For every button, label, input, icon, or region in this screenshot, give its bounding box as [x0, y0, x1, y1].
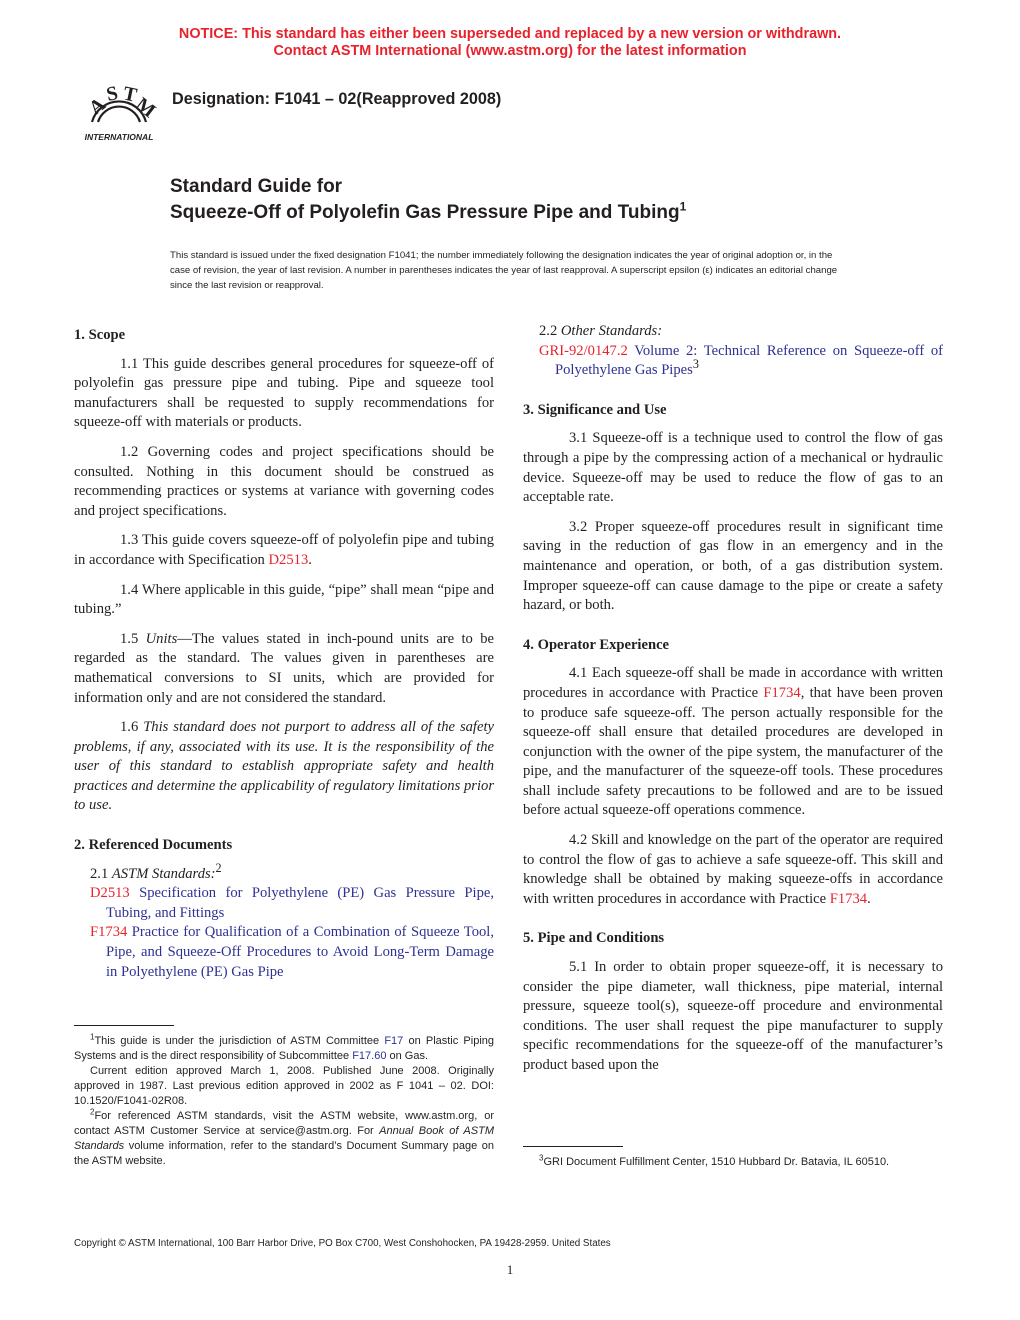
link-f1734-b[interactable]: F1734 — [829, 890, 868, 907]
link-f17[interactable]: F17 — [384, 1035, 404, 1047]
paragraph-1-3 — [74, 531, 494, 570]
paragraph-1-5-label: Units — [145, 630, 178, 647]
logo-subtext: INTERNATIONAL — [84, 132, 154, 142]
paragraph-1-6-text: This standard does not purport to address all of the safety problems, if any, associated with its use. It is the responsibility of the user of this standard to establish appropriate safety and health practices and determine the applicability of regulatory limitations prior to use. — [74, 719, 494, 814]
footnote-1-mark: 1 — [90, 1032, 95, 1042]
section-heading-pipe: 5. Pipe and Conditions — [523, 930, 665, 947]
other-standards-label — [523, 322, 943, 342]
paragraph-1-5-num: 1.5 — [120, 630, 146, 647]
paragraph-4-1-rest: , that have been proven to produce safe squeeze-off. The person actually responsible for the squeeze-off shall ensure that detailed procedures are developed in conjunction with the owner of the pipe system, the manufacturer of the pipe, and the manufacturer of the squeeze-off tools. These procedures shall include safety precautions to be followed and are to be issued before actual squeeze-off operations commence. — [523, 684, 943, 819]
paragraph-5-1: 5.1 In order to obtain proper squeeze-off, it is necessary to consider the pipe diameter, wall thickness, pipe material, internal pressure, squeeze tool(s), squeeze-off procedure and environmental conditions. The user shall request the pipe manufacturer to supply specific recommendations for the squeeze-off of the manufacturer’s product based upon the — [523, 959, 943, 1073]
title-line-2-text: Squeeze-Off of Polyolefin Gas Pressure Pipe and Tubing — [170, 202, 680, 223]
title-line-2 — [170, 200, 686, 226]
paragraph-4-2-end: . — [867, 890, 871, 907]
footnote-3-mark: 3 — [539, 1153, 544, 1163]
reference-gri — [523, 342, 943, 381]
link-f1734-a[interactable]: F1734 — [763, 684, 801, 701]
section-heading-operator: 4. Operator Experience — [523, 636, 670, 653]
reference-gri-title[interactable]: Volume 2: Technical Reference on Squeeze-off of Polyethylene Gas Pipes — [555, 342, 943, 379]
reference-d2513-code[interactable]: D2513 — [90, 885, 130, 902]
paragraph-1-4: 1.4 Where applicable in this guide, “pipe” shall mean “pipe and tubing.” — [74, 581, 494, 618]
paragraph-4-1 — [523, 664, 943, 821]
page-number: 1 — [506, 1262, 514, 1277]
paragraph-1-3-text: 1.3 This guide covers squeeze-off of polyolefin pipe and tubing in accordance with Specification — [74, 532, 494, 568]
astm-logo — [74, 74, 164, 144]
paragraph-3-1: 3.1 Squeeze-off is a technique used to control the flow of gas through a pipe by the compressing action of a mechanical or hydraulic device. Squeeze-off may be used to reduce the flow of gas to an acceptable rate. — [523, 430, 943, 506]
section-heading-significance: 3. Significance and Use — [523, 401, 667, 418]
footnotes-left — [74, 1034, 494, 1169]
astm-standards-text: ASTM Standards: — [111, 865, 216, 882]
right-column — [523, 322, 943, 1076]
designation: Designation: F1041 – 02(Reapproved 2008) — [172, 90, 502, 108]
astm-standards-num: 2.1 — [90, 865, 112, 882]
footnote-1-text-a: This guide is under the jurisdiction of ASTM Committee — [94, 1035, 385, 1047]
reference-d2513-title[interactable]: Specification for Polyethylene (PE) Gas Pressure Pipe, Tubing, and Fittings — [106, 885, 494, 921]
paragraph-1-1: 1.1 This guide describes general procedures for squeeze-off of polyolefin gas pressure pipe and tubing. Pipe and squeeze tool manufacturers shall be requested to supply recommendations for squeeze-off with materials or products. — [74, 355, 494, 431]
reference-f1734-title[interactable]: Practice for Qualification of a Combination of Squeeze Tool, Pipe, and Squeeze-Off Procedures to Avoid Long-Term Damage in Polyethylene (PE) Gas Pipe — [106, 924, 494, 980]
footnote-1-text-c: on Gas. — [386, 1050, 429, 1062]
paragraph-1-5 — [74, 630, 494, 708]
footnote-rule-left — [74, 1025, 174, 1026]
other-standards-text: Other Standards: — [560, 323, 663, 339]
footnote-2-text-a: For referenced ASTM standards, visit the ASTM website, www.astm.org, or contact ASTM Customer Service at service@astm.org. For — [74, 1110, 494, 1137]
paragraph-1-2: 1.2 Governing codes and project specifications should be consulted. Nothing in this document should be construed as recommending practices or systems at variance with governing codes and project specifications. — [74, 443, 494, 519]
footnote-mark-3[interactable]: 3 — [692, 357, 699, 372]
paragraph-1-3-end: . — [308, 551, 312, 568]
link-f17-60[interactable]: F17.60 — [352, 1050, 387, 1062]
section-heading-referenced: 2. Referenced Documents — [74, 837, 233, 854]
section-heading-scope: 1. Scope — [74, 327, 126, 343]
footnote-3 — [523, 1155, 943, 1170]
other-standards-num: 2.2 — [539, 323, 561, 339]
paragraph-1-6 — [74, 718, 494, 816]
footnote-1-edition: Current edition approved March 1, 2008. Published June 2008. Originally approved in 1987. Last previous edition approved in 2002 as F 1041 – 02. DOI: 10.1520/F1041-02R08. — [74, 1065, 494, 1107]
svg-text:A: A — [84, 93, 110, 120]
svg-text:M: M — [131, 93, 160, 123]
paragraph-1-6-num: 1.6 — [120, 719, 144, 736]
footnote-1-text-b: on Plastic Piping Systems and is the direct responsibility of Subcommittee — [74, 1035, 494, 1062]
footnotes-right — [523, 1155, 943, 1170]
astm-standards-label — [74, 860, 494, 885]
footnote-3-text: GRI Document Fulfillment Center, 1510 Hubbard Dr. Batavia, IL 60510. — [543, 1156, 890, 1168]
title-line-1: Standard Guide for — [170, 176, 343, 197]
paragraph-4-2-text: 4.2 Skill and knowledge on the part of the operator are required to control the flow of gas to achieve a safe squeeze-off. This skill and knowledge shall be obtained by making squeeze-offs in accordance with written procedures in accordance with Practice — [523, 832, 943, 907]
notice-line-1: NOTICE: This standard has either been superseded and replaced by a new version or withdrawn. — [178, 26, 842, 42]
footnote-mark-2[interactable]: 2 — [215, 860, 222, 875]
paragraph-3-2: 3.2 Proper squeeze-off procedures result in significant time saving in the reduction of gas flow in an emergency and in the maintenance and operation, or both, of a gas distribution system. Improper squeeze-off can cause damage to the pipe or create a safety hazard, or both. — [523, 518, 943, 614]
issuance-statement: This standard is issued under the fixed designation F1041; the number immediately following the designation indicates the year of original adoption or, in the case of revision, the year of last revision. A number in parentheses indicates the year of last reapproval. A superscript epsilon (ε) indicates an editorial change since the last revision or reapproval. — [170, 250, 838, 291]
paragraph-1-5-text: —The values stated in inch-pound units are to be regarded as the standard. The values given in parentheses are mathematical conversions to SI units, which are provided for information only and are not considered the standard. — [74, 630, 495, 706]
copyright-notice: Copyright © ASTM International, 100 Barr Harbor Drive, PO Box C700, West Conshohocken, PA 19428-2959. United States — [74, 1238, 611, 1249]
left-column — [74, 322, 494, 982]
svg-text:S: S — [104, 82, 120, 106]
reference-d2513 — [74, 884, 494, 923]
footnote-2-mark: 2 — [90, 1107, 95, 1117]
notice-line-2: Contact ASTM International (www.astm.org) for the latest information — [273, 43, 747, 59]
document-title — [170, 174, 686, 226]
footnote-2-book: Annual Book of ASTM Standards — [74, 1125, 494, 1152]
footnote-1 — [74, 1034, 494, 1064]
title-footnote-mark[interactable]: 1 — [679, 199, 687, 214]
reference-gri-code[interactable]: GRI-92/0147.2 — [539, 342, 628, 359]
withdrawn-notice — [0, 26, 1020, 60]
footnote-2 — [74, 1109, 494, 1169]
paragraph-4-2 — [523, 831, 943, 909]
reference-f1734 — [74, 923, 494, 982]
paragraph-4-1-text: 4.1 Each squeeze-off shall be made in accordance with written procedures in accordance with Practice — [523, 665, 943, 701]
footnote-2-text-b: volume information, refer to the standard’s Document Summary page on the ASTM website. — [74, 1140, 494, 1167]
svg-text:T: T — [121, 82, 139, 107]
link-d2513[interactable]: D2513 — [268, 551, 309, 568]
reference-f1734-code[interactable]: F1734 — [90, 924, 128, 941]
footnote-rule-right — [523, 1146, 623, 1147]
